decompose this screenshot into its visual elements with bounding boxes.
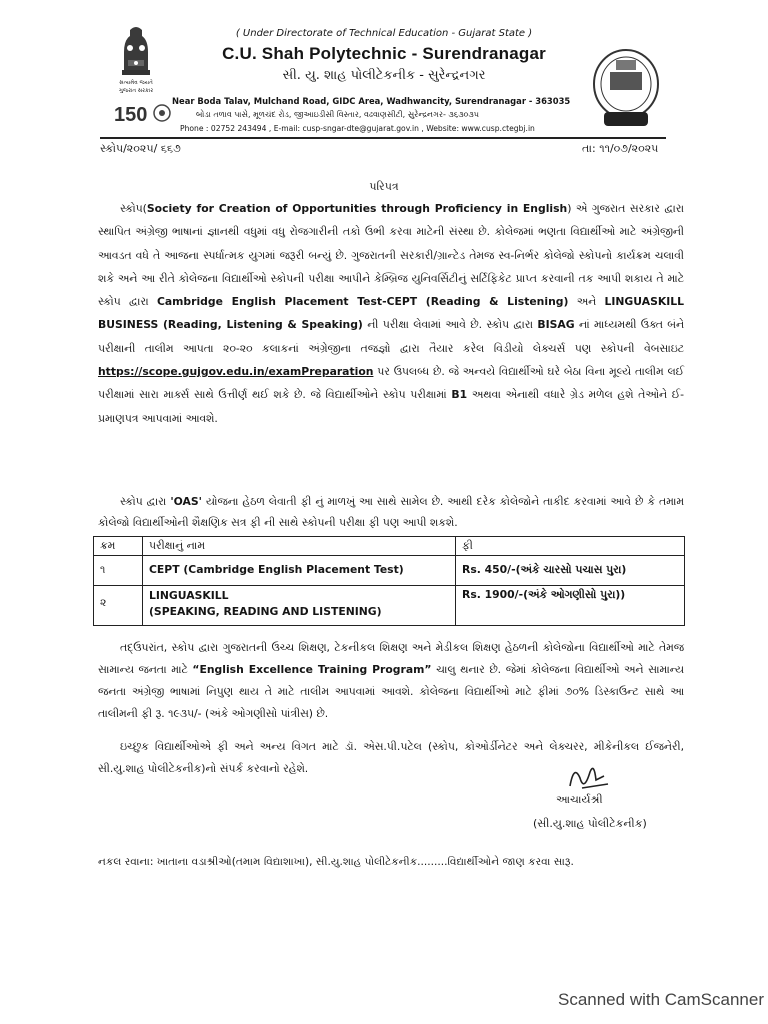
table-row — [94, 556, 685, 586]
principal-signature-icon — [560, 758, 620, 798]
table-cell-fee: Rs. 1900/-(અંકે ઓગણીસો પુરા)) — [456, 586, 685, 626]
table-row — [94, 586, 685, 626]
signature-institution: (સી.યુ.શાહ પોલીટેકનીક) — [533, 817, 647, 830]
years-badge-text: 150 — [114, 104, 148, 126]
header-title-gujarati: સી. યુ. શાહ પોલીટેકનીક - સુરેન્દ્રનગર — [282, 68, 486, 83]
table-cell-exam: LINGUASKILL (SPEAKING, READING AND LISTENING) — [143, 586, 456, 626]
signature-title: આચાર્યશ્રી — [556, 793, 603, 806]
circular-date: તા: ૧૧/૦૭/૨૦૨૫ — [582, 142, 659, 155]
exam-preparation-link[interactable]: https://scope.gujgov.edu.in/examPreparation — [98, 365, 374, 379]
table-header-cell: ફી — [456, 537, 685, 556]
paragraph-contact: ઇચ્છુક વિદ્યાર્થીઓએ ફી અને અન્ય વિગત માટે ડૉ. એસ.પી.પટેલ (સ્કોપ, કોઓર્ડીનેટર અને લેક્ચરર, મીકેનીકલ ઈજનેરી, સી.યુ.શાહ પોલીટેકનીક)નો સંપર્ક કરવાનો રહેશે. — [98, 740, 684, 775]
table-header-cell: ક્રમ — [94, 537, 143, 556]
paragraph-oas-fee: સ્કોપ દ્વારા 'OAS' યોજના હેઠળ લેવાતી ફી નું માળખું આ સાથે સામેલ છે. આથી દરેક કોલેજોને તાકીદ કરવામાં આવે છે કે તમામ કોલેજો વિદ્યાર્થીઓની શૈક્ષણિક સત્ર ફી ની સાથે સ્કોપની પરીક્ષા ફી પણ આપી શકશે. — [98, 495, 685, 529]
paragraph-scope-intro: સ્કોપ(Society for Creation of Opportunities through Proficiency in English) એ ગુજરાત સરકાર દ્વારા સ્થાપિત અંગ્રેજી ભાષાનાં જ્ઞાનથી વધુમાં વધુ રોજગારીની તકો ઉભી કરવા માટેની સંસ્થા છે. કોલેજમાં ભણતા વિદ્યાર્થીઓ માટે અંગ્રેજીની આવડત વધે તે આજના સ્પર્ધાત્મક યુગમાં જરૂરી બન્યું છે. ગુજરાતની સરકારી/ગ્રાન્ટેડ તેમજ સ્વ-નિર્ભર કોલેજો સ્કોપનો કાર્યક્રમ ચલાવી શકે અને આ રીતે કોલેજના વિદ્યાર્થીઓ સ્કોપની પરીક્ષા આપીને કેમ્બ્રિજ યુનિવર્સિટીનું સર્ટિફિકેટ પ્રાપ્ત કરવાની તક આપી શકાય તે માટે સ્કોપ દ્વારા Cambridge English Placement Test-CEPT (Reading & Listening) અને LINGUASKILL BUSINESS (Reading, Listening & Speaking) ની પરીક્ષા લેવામાં આવે છે. સ્કોપ દ્વારા BISAG નાં માધ્યમથી ઉક્ત બંને પરીક્ષાની તાલીમ આપતા ૨૦-૨૦ કલાકનાં અંગ્રેજીના તજજ્ઞો દ્વારા તૈયાર કરેલ વિડીયો લેક્ચર્સ પણ સ્કોપની વેબસાઇટ https://scope.gujgov.edu.in/examPreparation પર ઉપલબ્ધ છે. જે અન્વયે વિદ્યાર્થીઓ ઘરે બેઠા વિના મૂલ્યે તાલીમ લઈ પરીક્ષામાં સારા માર્ક્સ સાથે ઉત્તીર્ણ થઈ શકે છે. જે વિદ્યાર્થીઓને સ્કોપ પરીક્ષામાં B1 અથવા એનાથી વધારે ગ્રેડ મળેલ હશે તેઓને ઈ-પ્રમાણપત્ર આપવામાં આવશે. — [98, 202, 685, 425]
copy-to-line: નકલ રવાના: ખાતાના વડાશ્રીઓ(તમામ વિદ્યાશાખા), સી.યુ.શાહ પોલીટેકનીક.........વિદ્યાર્થીઓને જાણ કરવા સારૂ. — [98, 856, 574, 868]
svg-text:ગુજરાત સરકાર: ગુજરાત સરકાર — [118, 88, 154, 94]
table-cell-no: ૨ — [94, 586, 143, 626]
header-address-gujarati: બોડા તળાવ પાસે, મૂળચંદ રોડ, જીઆઇડીસી વિસ્તાર, વઢવાણસીટી, સુરેન્દ્રનગર- ૩૬૩૦૩૫ — [196, 110, 479, 119]
svg-text:સત્યમેવ જયતે: સત્યમેવ જયતે — [119, 80, 153, 86]
header-contact: Phone : 02752 243494 , E-mail: cusp-sngar-dte@gujarat.gov.in , Website: www.cusp.ctegbj.in — [180, 124, 535, 133]
table-cell-no: ૧ — [94, 556, 143, 586]
scanner-watermark: Scanned with CamScanner — [557, 990, 764, 1009]
header-address: Near Boda Talav, Mulchand Road, GIDC Area, Wadhwancity, Surendranagar - 363035 — [172, 96, 571, 106]
table-header-cell: પરીક્ષાનું નામ — [143, 537, 456, 556]
paragraph-training-program: તદ્ઉપરાંત, સ્કોપ દ્વારા ગુજરાતની ઉચ્ચ શિક્ષણ, ટેકનીકલ શિક્ષણ અને મેડીકલ શિક્ષણ હેઠળની કોલેજોના વિદ્યાર્થીઓ માટે તેમજ સામાન્ય જનતા માટે “English Excellence Training Program” ચાલુ થનાર છે. જેમાં કોલેજના વિદ્યાર્થીઓ અને સામાન્ય જનતા અંગ્રેજી ભાષામાં નિપુણ થાય તે માટે તાલીમ આપવામાં આવશે. કોલેજના વિદ્યાર્થીઓ માટે ફીમાં ૭૦% ડિસ્કાઉન્ટ સાથે આ તાલીમની ફી રૂ. ૧૯૩૫/- (અંકે ઓગણીસો પાંત્રીસ) છે. — [98, 641, 684, 720]
header-divider — [100, 137, 666, 139]
header-title: C.U. Shah Polytechnic - Surendranagar — [222, 44, 546, 63]
header-subtitle: ( Under Directorate of Technical Education - Gujarat State ) — [235, 28, 533, 39]
circular-title: પરિપત્ર — [369, 180, 399, 193]
fee-table — [93, 536, 685, 626]
table-cell-exam: CEPT (Cambridge English Placement Test) — [143, 556, 456, 586]
reference-number: સ્કોપ/૨૦૨૫/ ૬૬૭ — [100, 142, 181, 155]
150-years-logo — [112, 100, 174, 126]
table-cell-fee: Rs. 450/-(અંકે ચારસો પચાસ પુરા) — [456, 556, 685, 586]
table-header-row — [94, 537, 685, 556]
